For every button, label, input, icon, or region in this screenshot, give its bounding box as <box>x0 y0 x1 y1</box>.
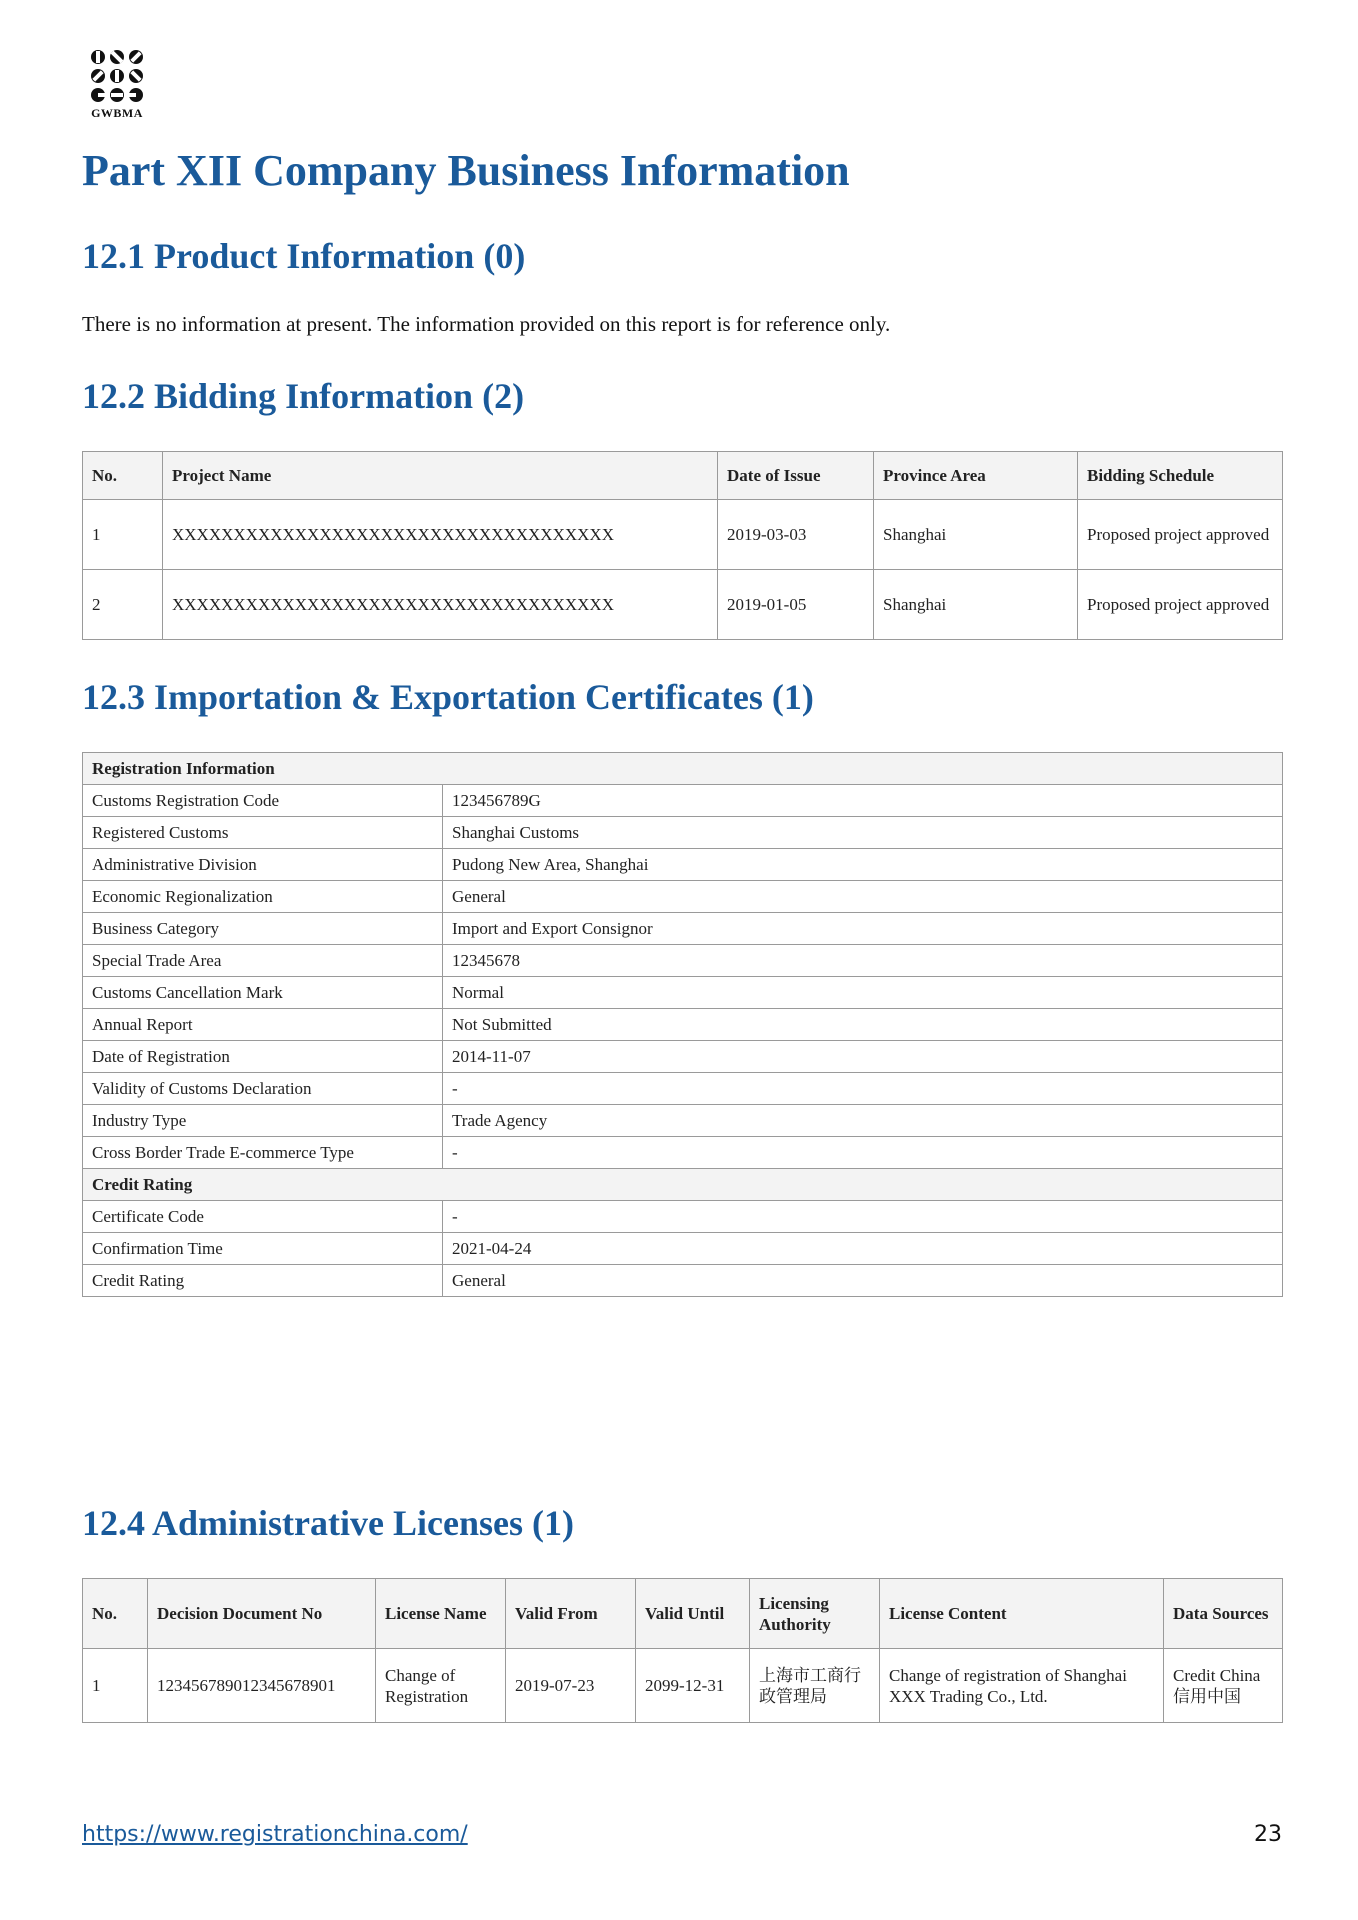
field-label: Administrative Division <box>83 849 443 881</box>
table-cell: 123456789012345678901 <box>148 1649 376 1723</box>
table-cell: Shanghai <box>874 500 1078 570</box>
table-row <box>83 1233 1283 1265</box>
field-value: Pudong New Area, Shanghai <box>443 849 1283 881</box>
field-value: Shanghai Customs <box>443 817 1283 849</box>
table-row <box>83 570 1283 640</box>
column-header: Valid From <box>506 1579 636 1649</box>
field-value: - <box>443 1073 1283 1105</box>
column-header: Date of Issue <box>718 452 874 500</box>
column-header: No. <box>83 1579 148 1649</box>
field-label: Business Category <box>83 913 443 945</box>
table-row <box>83 500 1283 570</box>
field-label: Credit Rating <box>83 1265 443 1297</box>
table-header-row <box>83 1579 1283 1649</box>
field-label: Certificate Code <box>83 1201 443 1233</box>
page-number: 23 <box>1254 1822 1282 1847</box>
field-value: 123456789G <box>443 785 1283 817</box>
field-value: Trade Agency <box>443 1105 1283 1137</box>
field-value: Import and Export Consignor <box>443 913 1283 945</box>
credit-section-label: Credit Rating <box>83 1169 1283 1201</box>
field-value: 12345678 <box>443 945 1283 977</box>
page-title: Part XII Company Business Information <box>82 146 850 195</box>
table-header-row <box>83 452 1283 500</box>
table-row <box>83 1649 1283 1723</box>
field-value: 2014-11-07 <box>443 1041 1283 1073</box>
table-cell: 2019-07-23 <box>506 1649 636 1723</box>
table-row <box>83 1105 1283 1137</box>
logo <box>82 48 152 121</box>
table-cell: 2019-01-05 <box>718 570 874 640</box>
table-cell: Change of Registration <box>376 1649 506 1723</box>
field-label: Annual Report <box>83 1009 443 1041</box>
licenses-table <box>82 1578 1283 1723</box>
bidding-heading: 12.2 Bidding Information (2) <box>82 376 525 416</box>
table-row <box>83 785 1283 817</box>
table-cell: Shanghai <box>874 570 1078 640</box>
column-header: License Content <box>880 1579 1164 1649</box>
field-label: Customs Registration Code <box>83 785 443 817</box>
field-value: Normal <box>443 977 1283 1009</box>
table-cell: 上海市工商行政管理局 <box>750 1649 880 1723</box>
bidding-table <box>82 451 1283 640</box>
logo-text: GWBMA <box>91 106 143 120</box>
table-row <box>83 881 1283 913</box>
table-row <box>83 1137 1283 1169</box>
table-row <box>83 977 1283 1009</box>
table-cell: 2099-12-31 <box>636 1649 750 1723</box>
table-cell: XXXXXXXXXXXXXXXXXXXXXXXXXXXXXXXXXXXX <box>163 500 718 570</box>
certificates-heading: 12.3 Importation & Exportation Certificates (1) <box>82 677 814 717</box>
table-cell: Proposed project approved <box>1078 570 1283 640</box>
certificates-table <box>82 752 1283 1297</box>
field-value: - <box>443 1201 1283 1233</box>
column-header: Valid Until <box>636 1579 750 1649</box>
field-value: General <box>443 881 1283 913</box>
field-value: Not Submitted <box>443 1009 1283 1041</box>
field-label: Customs Cancellation Mark <box>83 977 443 1009</box>
gwbma-logo-icon <box>88 48 146 104</box>
field-value: - <box>443 1137 1283 1169</box>
column-header: Licensing Authority <box>750 1579 880 1649</box>
table-row <box>83 1073 1283 1105</box>
column-header: Decision Document No <box>148 1579 376 1649</box>
table-cell: 1 <box>83 500 163 570</box>
table-cell: 2 <box>83 570 163 640</box>
product-heading: 12.1 Product Information (0) <box>82 236 526 276</box>
column-header: Data Sources <box>1164 1579 1283 1649</box>
table-row <box>83 945 1283 977</box>
field-label: Registered Customs <box>83 817 443 849</box>
field-label: Economic Regionalization <box>83 881 443 913</box>
field-label: Confirmation Time <box>83 1233 443 1265</box>
licenses-heading: 12.4 Administrative Licenses (1) <box>82 1503 574 1543</box>
table-cell: Credit China 信用中国 <box>1164 1649 1283 1723</box>
table-row <box>83 913 1283 945</box>
field-label: Validity of Customs Declaration <box>83 1073 443 1105</box>
table-row <box>83 1265 1283 1297</box>
column-header: Project Name <box>163 452 718 500</box>
section-header-row <box>83 753 1283 785</box>
table-row <box>83 1201 1283 1233</box>
field-value: 2021-04-24 <box>443 1233 1283 1265</box>
section-header-row <box>83 1169 1283 1201</box>
table-cell: XXXXXXXXXXXXXXXXXXXXXXXXXXXXXXXXXXXX <box>163 570 718 640</box>
field-label: Date of Registration <box>83 1041 443 1073</box>
field-label: Cross Border Trade E-commerce Type <box>83 1137 443 1169</box>
field-label: Industry Type <box>83 1105 443 1137</box>
table-row <box>83 1009 1283 1041</box>
table-row <box>83 1041 1283 1073</box>
table-cell: 1 <box>83 1649 148 1723</box>
table-cell: Change of registration of Shanghai XXX Trading Co., Ltd. <box>880 1649 1164 1723</box>
column-header: Bidding Schedule <box>1078 452 1283 500</box>
website-link[interactable]: https://www.registrationchina.com/ <box>82 1822 468 1847</box>
table-cell: Proposed project approved <box>1078 500 1283 570</box>
table-row <box>83 817 1283 849</box>
table-row <box>83 849 1283 881</box>
table-cell: 2019-03-03 <box>718 500 874 570</box>
column-header: Province Area <box>874 452 1078 500</box>
field-value: General <box>443 1265 1283 1297</box>
registration-section-label: Registration Information <box>83 753 1283 785</box>
field-label: Special Trade Area <box>83 945 443 977</box>
column-header: No. <box>83 452 163 500</box>
product-empty-text: There is no information at present. The information provided on this report is for reference only. <box>82 312 891 336</box>
column-header: License Name <box>376 1579 506 1649</box>
